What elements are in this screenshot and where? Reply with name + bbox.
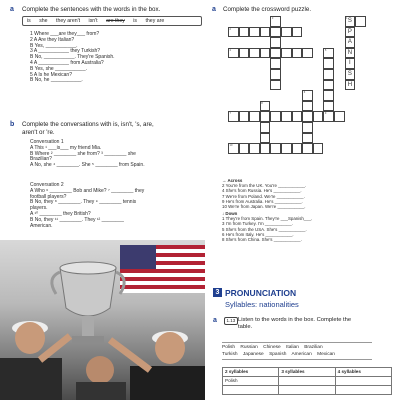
crossword-cell[interactable] [323,58,334,69]
exercise-a-instruction: Complete the sentences with the words in the box. [22,6,161,13]
table-cell[interactable] [279,386,335,395]
crossword-cell[interactable] [281,27,292,38]
crossword-cell[interactable] [323,48,334,59]
conversation-line: football players? [30,193,67,200]
conversation-line: B Where ² ________ she from? ³ ________ she [30,150,136,157]
word-row [222,344,372,351]
crossword-letter: H [347,81,353,88]
crossword-cell[interactable] [302,143,313,154]
word: Turkish [222,352,238,357]
crossword-cell[interactable] [228,111,239,122]
exercise-line: B No, he ___________. [30,77,83,84]
crossword-cell[interactable] [260,122,271,133]
crossword-cell[interactable] [260,133,271,144]
exercise-a-word-box [22,16,202,26]
crossword-cell[interactable] [345,58,356,69]
word: Spanish [269,352,287,357]
exercise-a-letter: a [10,6,14,13]
crossword-cell[interactable] [270,37,281,48]
crossword-cell[interactable] [260,101,271,112]
crossword-cell[interactable] [313,111,327,122]
down-clue: 6 He's from Italy. He's ___________. [222,231,294,237]
crossword-cell[interactable] [323,101,334,112]
down-clue: 3 I'm from Turkey. I'm ___________. [222,221,293,227]
conversation-line: A No, she ⁴ ________. She ⁵ ________ from Spain. [30,162,145,169]
crossword-letter: S [347,71,352,77]
crossword-cell[interactable] [345,48,356,59]
crossword-cell[interactable] [260,111,271,122]
crossword-instruction: Complete the crossword puzzle. [223,6,312,13]
instruction-line: table. [238,324,253,330]
crossword-number: 7 [229,112,231,116]
section-number: 3 [213,288,222,297]
crossword-cell[interactable] [292,143,303,154]
word: Chinese [263,345,281,350]
trophy-image [52,262,124,344]
instruction-line: aren't or 're. [22,128,55,136]
crossword-cell[interactable] [249,48,260,59]
exercise-line: B Yes, she ___________. [30,65,87,72]
crossword-cell[interactable] [239,48,250,59]
center-player-image [76,356,126,400]
crossword-cell[interactable] [239,111,250,122]
conversation-line: A This ¹ ___is___ my friend Mia. [30,144,102,151]
crossword-cell[interactable] [302,101,313,112]
conversation-line: A Who ⁶ ________ Bob and Mike? ⁷ ________ they [30,187,145,194]
table-header-row [223,368,392,377]
down-clue: 8 She's from China. She's ___________. [222,237,302,243]
crossword-cell[interactable] [292,27,303,38]
exercise-line: B No, ___________. They're Spanish. [30,54,115,61]
across-clue: 7 We're from Poland. We're ___________. [222,193,305,199]
crossword-cell[interactable] [239,143,250,154]
table-cell[interactable] [335,386,391,395]
box-word: they aren't [56,18,81,24]
across-clue: 10 We're from Japan. We're ___________. [222,204,306,210]
audio-track-icon[interactable] [224,317,238,325]
table-header: 2 syllables [223,368,279,377]
word: Brazilian [304,345,323,350]
across-clues [222,178,306,209]
down-clue: 1 They're from Spain. They're ___Spanish___. [222,216,313,222]
crossword-grid [228,16,398,166]
crossword-letter: a [212,6,216,13]
crossword-cell[interactable] [313,143,324,154]
word: Russian [240,345,258,350]
pronunciation-subtitle: Syllables: nationalities [225,300,299,309]
crossword-cell[interactable] [260,27,271,38]
crossword-letter: A [347,39,352,46]
crossword-number: 3 [271,17,274,20]
table-cell[interactable] [335,377,391,386]
track-number: 1.13 [226,318,236,323]
word: Italian [286,345,299,350]
conversation-line: Brazilian? [30,156,52,163]
pronunciation-word-box [222,342,372,360]
crossword-cell[interactable] [345,80,356,91]
conversation-title: Conversation 1 [30,139,64,145]
crossword-cell[interactable] [323,69,334,80]
word-row [222,351,372,358]
table-row [223,386,392,395]
conversation-2 [30,183,144,229]
photo-illustration [0,240,205,400]
crossword-letter: P [347,28,352,35]
crossword-cell[interactable] [270,48,281,59]
word: American [291,352,312,357]
table-row [223,377,392,386]
instruction-line: Listen to the words in the box. Complete the [238,317,352,323]
crossword-cell[interactable] [355,16,366,27]
crossword-number: 6 [303,91,306,95]
exercise-b-letter: b [10,121,15,128]
conversation-line: B No, they ⁸ ________. They ⁹ ________ tennis [30,199,137,206]
table-cell[interactable] [223,386,279,395]
crossword-cell[interactable] [228,143,239,154]
tennis-players-photo [0,240,205,400]
crossword-cell[interactable] [270,58,281,69]
crossword-number: 1 [346,17,348,20]
crossword-cell[interactable] [302,48,313,59]
pronunciation-ex-letter: a [213,317,217,324]
crossword-number: 10 [229,144,233,148]
exercise-a-lines [30,32,115,84]
table-cell[interactable] [279,377,335,386]
crossword-cell[interactable] [270,27,281,38]
table-cell[interactable]: Polish [223,377,279,386]
crossword-cell[interactable] [281,48,292,59]
crossword-letter: I [349,60,351,67]
us-flag-image [120,245,205,293]
crossword-cell[interactable] [323,90,334,101]
crossword-cell[interactable] [323,80,334,91]
word: Japanese [242,352,264,357]
box-word: is [133,18,138,24]
box-word: they are [145,18,165,24]
down-clue: 5 She's from the USA. She's ___________. [222,226,307,232]
conversation-line: players. [30,205,48,212]
word: Mexican [317,352,335,357]
crossword-cell[interactable] [302,122,313,133]
crossword-cell[interactable] [249,143,260,154]
conversation-line: A ¹⁰ ________ they British? [30,210,91,217]
crossword-cell[interactable] [249,27,260,38]
crossword-cell[interactable] [270,69,281,80]
crossword-letter: S [347,18,352,24]
crossword-cell[interactable] [302,90,313,101]
crossword-cell[interactable] [292,111,303,122]
crossword-cell[interactable] [345,69,356,80]
crossword-cell[interactable] [302,133,313,144]
box-word-struck: are they [106,18,125,24]
across-clue: 2 You're from the UK. You're ___________. [222,183,307,189]
across-clue: 4 She's from Russia. He's ___________. [222,188,302,194]
conversation-line: B No, they ¹¹ ________. They ¹² ________ [30,216,124,223]
conversation-line: American. [30,222,53,229]
crossword-cell[interactable] [228,48,239,59]
exercise-line: 3 A ___________ they Turkish? [30,48,101,55]
left-player-image [0,321,70,400]
pronunciation-title: PRONUNCIATION [225,288,297,298]
crossword-cell[interactable] [292,48,303,59]
crossword-cell[interactable] [270,16,281,27]
crossword-cell[interactable] [281,111,292,122]
crossword-cell[interactable] [334,111,345,122]
crossword-cell[interactable] [270,143,281,154]
conversation-1 [30,140,145,169]
table-header: 3 syllables [279,368,335,377]
down-clues [222,211,312,242]
crossword-cell[interactable] [260,143,271,154]
box-word: she [39,18,48,24]
pronunciation-instruction [238,317,351,331]
crossword-cell[interactable] [323,111,334,122]
exercise-line: 2 A Are they Italian? [30,36,75,43]
conversation-title: Conversation 2 [30,182,64,188]
crossword-cell[interactable] [302,111,313,122]
crossword-cell[interactable] [239,27,250,38]
exercise-line: B Yes, ___________. [30,42,78,49]
crossword-cell[interactable] [228,27,239,38]
syllables-table [222,367,392,395]
crossword-letter: N [347,49,353,56]
crossword-cell[interactable] [260,48,271,59]
crossword-cell[interactable] [345,37,356,48]
across-clue: 9 He's from Australia. He's ___________. [222,198,303,204]
crossword-number: 2 [229,27,231,31]
crossword-cell[interactable] [249,111,260,122]
crossword-cell[interactable] [281,143,292,154]
crossword-number: 8 [261,101,263,105]
crossword-cell[interactable] [270,111,281,122]
instruction-line: Complete the conversations with is, isn't, 's, are, [22,121,154,128]
down-title: ↓ Down [222,211,238,216]
exercise-b-instruction [22,121,154,136]
exercise-line: 1 Where ___are they___ from? [30,31,100,37]
crossword-cell[interactable] [345,16,356,27]
crossword-number: 5 [324,48,327,52]
exercise-line: 5 A Is he Mexican? [30,71,72,78]
crossword-cell[interactable] [345,27,356,38]
word: Polish [222,345,236,350]
table-header: 4 syllables [335,368,391,377]
across-title: → Across [222,178,243,183]
crossword-cell[interactable] [270,80,281,91]
crossword-number: 9 [324,112,327,116]
box-word: is [27,18,31,24]
exercise-line: 4 A ___________ from Australia? [30,59,104,66]
crossword-number: 4 [229,48,231,52]
box-word: isn't [88,18,98,24]
